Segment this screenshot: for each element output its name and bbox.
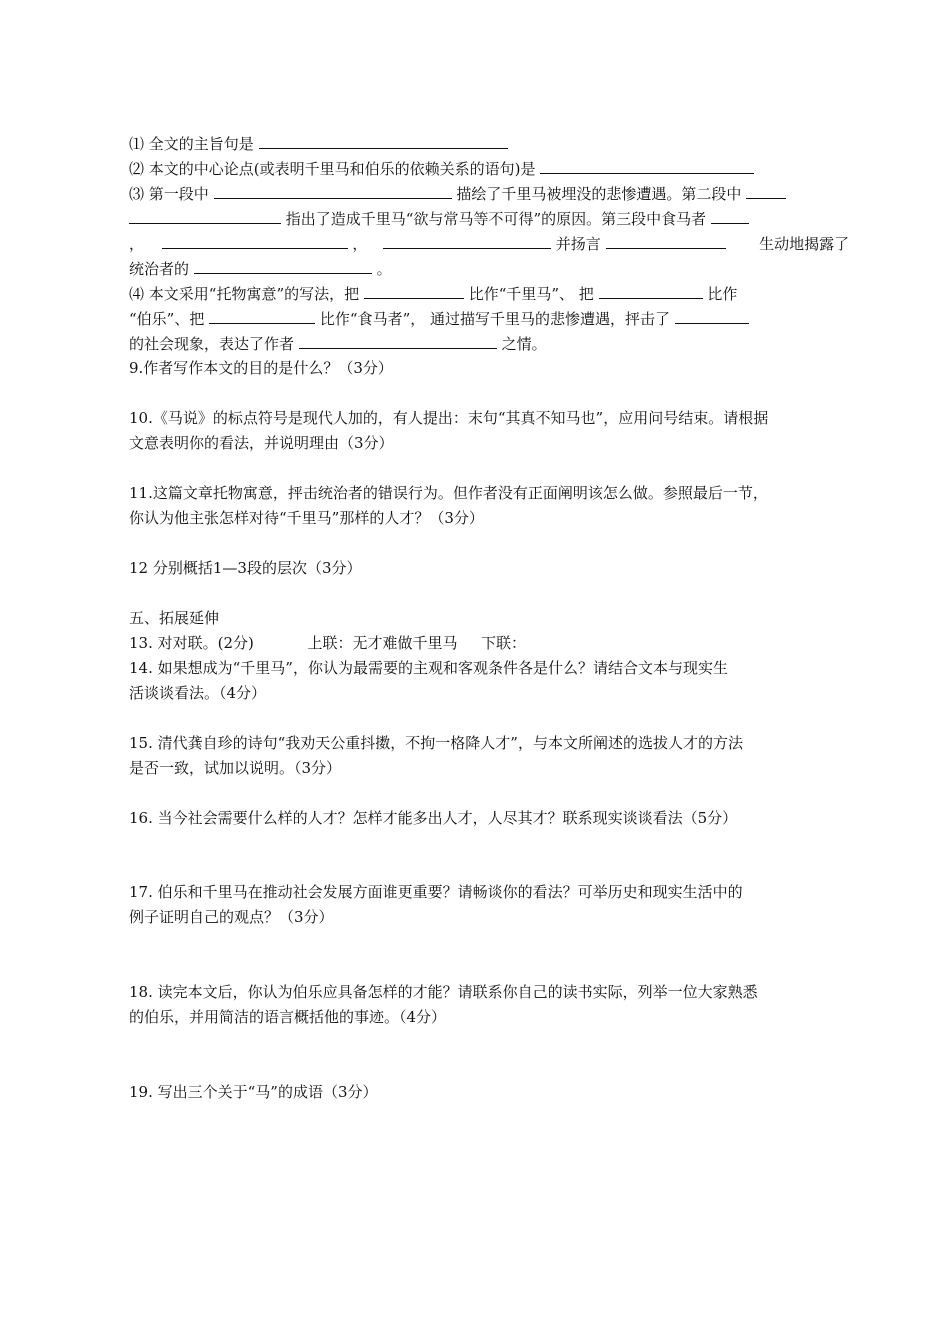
q8-part3-text-h: 统治者的 bbox=[129, 260, 190, 278]
question-10-line2: 文意表明你的看法，并说明理由（3分） bbox=[129, 434, 394, 452]
answer-blank[interactable] bbox=[129, 206, 281, 224]
answer-blank[interactable] bbox=[746, 181, 786, 199]
question-17-line1: 17. 伯乐和千里马在推动社会发展方面谁更重要？请畅谈你的看法？可举历史和现实生活中的 bbox=[129, 883, 743, 901]
q8-part3-number: ⑶ bbox=[129, 185, 145, 203]
q8-part4-number: ⑷ bbox=[129, 285, 145, 303]
answer-blank[interactable] bbox=[606, 231, 726, 249]
question-11-line1: 11.这篇文章托物寓意，抨击统治者的错误行为。但作者没有正面阐明该怎么做。参照最后一节， bbox=[129, 484, 768, 502]
q8-part3-text-g: 生动地揭露了 bbox=[759, 235, 850, 253]
q8-part3-line4 bbox=[129, 256, 392, 281]
question-14-line2: 活谈谈看法。（4分） bbox=[129, 684, 267, 702]
couplet-first-line: 上联：无才难做千里马 bbox=[307, 634, 458, 652]
answer-blank[interactable] bbox=[675, 306, 749, 324]
q8-part3-text-b: 描绘了千里马被埋没的悲惨遭遇。第二段中 bbox=[456, 185, 742, 203]
section-heading: 五、拓展延伸 bbox=[129, 609, 220, 627]
question-14-line1: 14. 如果想成为“千里马”，你认为最需要的主观和客观条件各是什么？请结合文本与现实生 bbox=[129, 659, 728, 677]
q8-part4-text-g: 之情。 bbox=[501, 335, 547, 353]
answer-blank[interactable] bbox=[214, 181, 452, 199]
q8-part4-text-f: 的社会现象，表达了作者 bbox=[129, 335, 295, 353]
answer-blank[interactable] bbox=[383, 231, 551, 249]
q8-part4-text-c: 比作 bbox=[707, 285, 738, 303]
q8-part4-text-a: 本文采用“托物寓意”的写法，把 bbox=[148, 285, 360, 303]
q8-part3-text-f: 并扬言 bbox=[555, 235, 601, 253]
answer-blank[interactable] bbox=[194, 256, 372, 274]
q8-part2-text: 本文的中心论点(或表明千里马和伯乐的依赖关系的语句)是 bbox=[148, 160, 536, 178]
question-15-line2: 是否一致，试加以说明。（3分） bbox=[129, 759, 342, 777]
q8-part3-text-e: ， bbox=[352, 235, 368, 253]
question-10-line1: 10.《马说》的标点符号是现代人加的，有人提出：末句“其真不知马也”，应用问号结束。请根据 bbox=[129, 409, 769, 427]
question-12: 12 分别概括1—3段的层次（3分） bbox=[129, 559, 362, 577]
q8-part2-number: ⑵ bbox=[129, 160, 145, 178]
q8-part4-line2 bbox=[129, 306, 749, 331]
q8-part1-text: 全文的主旨句是 bbox=[148, 135, 254, 153]
q8-part4-text-d: “伯乐”、把 bbox=[129, 310, 205, 328]
answer-blank[interactable] bbox=[599, 281, 703, 299]
answer-blank[interactable] bbox=[259, 131, 508, 149]
q8-part3-line3 bbox=[129, 231, 849, 256]
q8-part3-text-a: 第一段中 bbox=[148, 185, 209, 203]
q8-part1-number: ⑴ bbox=[129, 135, 145, 153]
question-17-line2: 例子证明自己的观点？（3分） bbox=[129, 908, 334, 926]
question-19: 19. 写出三个关于“马”的成语（3分） bbox=[129, 1083, 378, 1101]
q8-part3-text-i: 。 bbox=[376, 260, 392, 278]
q8-part3-text-d: ， bbox=[129, 235, 145, 253]
q8-part4-line3 bbox=[129, 331, 547, 356]
answer-blank[interactable] bbox=[711, 206, 749, 224]
q8-part3-text-c: 指出了造成千里马“欲与常马等不可得”的原因。第三段中食马者 bbox=[285, 210, 707, 228]
question-15-line1: 15. 清代龚自珍的诗句“我劝天公重抖擞，不拘一格降人才”，与本文所阐述的选拔人才的方法 bbox=[129, 734, 743, 752]
question-13-prompt: 13. 对对联。(2分) bbox=[129, 634, 254, 652]
question-9: 9.作者写作本文的目的是什么？（3分） bbox=[129, 359, 393, 377]
question-13 bbox=[129, 631, 526, 655]
question-16: 16. 当今社会需要什么样的人才？怎样才能多出人才，人尽其才？联系现实谈谈看法（5分） bbox=[129, 809, 738, 827]
q8-part3-line2 bbox=[129, 206, 749, 231]
answer-blank[interactable] bbox=[162, 231, 348, 249]
answer-blank[interactable] bbox=[540, 156, 754, 174]
q8-part4-text-b: 比作“千里马”、 把 bbox=[468, 285, 594, 303]
answer-blank[interactable] bbox=[209, 306, 315, 324]
q8-part2 bbox=[129, 156, 754, 181]
question-11-line2: 你认为他主张怎样对待“千里马”那样的人才？（3分） bbox=[129, 509, 484, 527]
q8-part4-text-e: 比作“食马者”， 通过描写千里马的悲惨遭遇，抨击了 bbox=[319, 310, 671, 328]
q8-part1 bbox=[129, 131, 508, 156]
couplet-second-line-label: 下联： bbox=[481, 634, 527, 652]
q8-part3-line1 bbox=[129, 181, 786, 206]
answer-blank[interactable] bbox=[299, 331, 497, 349]
question-18-line2: 的伯乐，并用简洁的语言概括他的事迹。（4分） bbox=[129, 1008, 447, 1026]
answer-blank[interactable] bbox=[364, 281, 464, 299]
question-18-line1: 18. 读完本文后，你认为伯乐应具备怎样的才能？请联系你自己的读书实际，列举一位大家熟悉 bbox=[129, 983, 758, 1001]
q8-part4-line1 bbox=[129, 281, 737, 306]
